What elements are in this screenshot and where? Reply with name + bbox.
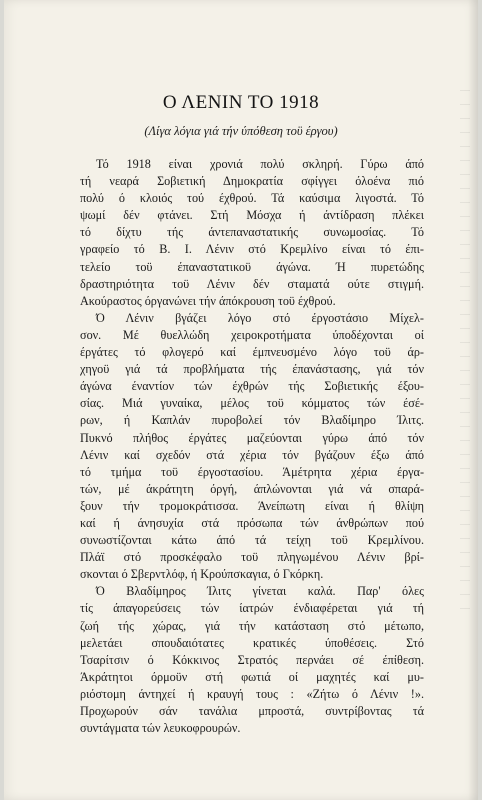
text-line: Ό Λένιν βγάζει λόγο στό έργοστάσιο Μίχελ- — [96, 310, 424, 325]
text-line: σίας. Μιά γυναίκα, μέλος τοϋ κόμματος τών έσέ- — [80, 396, 424, 411]
text-line: μελετάει σπουδαιότατες κρατικές ύποθέσεις. Στό — [80, 635, 424, 650]
text-line: Λένιν καί σχεδόν στά χέρια τόν βγάζουν έξω άπό — [80, 447, 424, 462]
text-line: ριόστομη άντηχεί ή κραυγή τους : «Ζήτω ό Λένιν !». — [80, 686, 424, 701]
text-line: έργάτες τό φλογερό καί έμπνευσμένο λόγο τοϋ άρ- — [80, 345, 424, 360]
text-line: τό δίχτυ τής άντεπαναστατικής συνωμοσίας. Τό — [80, 225, 424, 240]
text-line: Τό 1918 είναι χρονιά πολύ σκληρή. Γύρω άπό — [96, 157, 424, 171]
text-line: άγώνα έναντίον τών έχθρών τής Σοβιετικής έξου- — [80, 379, 424, 394]
text-line: ρων, ή Καπλάν πυροβολεί τόν Βλαδίμηρο Ίλιτς. — [80, 413, 424, 428]
text-line: Άκράτητοι όρμοϋν στή φωτιά οί μαχητές καί μυ- — [80, 669, 424, 684]
show-through-text — [460, 90, 470, 610]
text-line: δραστηριότητα τοϋ Λένιν δέν σταματά ούτε στιγμή. — [80, 276, 424, 291]
page-subtitle: (Λίγα λόγια γιά τήν ύπόθεση τοϋ έργου) — [144, 124, 338, 138]
text-line: Πλάϊ στό προσκέφαλο τοϋ πληγωμένου Λένιν βρί- — [80, 550, 424, 565]
text-line: σον. Μέ θυελλώδη χειροκροτήματα ύποδέχονται οί — [80, 327, 424, 342]
text-line: Τσαρίτσιν ό Κόκκινος Στρατός περνάει σέ έπίθεση. — [80, 652, 424, 667]
text-line: τελείο τοϋ έπαναστατικοϋ άγώνα. Ή πυρετώδης — [80, 259, 424, 274]
text-line: τή νεαρά Σοβιετική Δημοκρατία σφίγγει όλοένα πιό — [80, 174, 424, 189]
text-line: Ό Βλαδίμηρος Ίλιτς γίνεται καλά. Παρ' όλες — [96, 584, 424, 599]
page-title: Ο ΛΕΝΙΝ ΤΟ 1918 — [162, 92, 320, 113]
text-line: Ακούραστος όργανώνει τήν άπόκρουση τοϋ έχθρού. — [80, 293, 336, 308]
text-line: ψωμί δέν φτάνει. Στή Μόσχα ή άντίδραση πλέκει — [80, 208, 424, 223]
text-line: Προχωρούν σάν τανάλια μπροστά, συντρίβοντας τά — [80, 704, 424, 718]
document-page — [4, 0, 478, 800]
body-text — [80, 156, 424, 737]
text-line: χηγοϋ γιά τά προβλήματα τής έπανάστασης, γιά τόν — [80, 362, 424, 377]
text-line: συνωστίζονται κάτω άπό τά τείχη τοϋ Κρεμλίνου. — [80, 533, 424, 548]
text-line: τών, μέ άκράτητη όργή, άπλώνονται γιά νά σπαρά- — [80, 481, 424, 496]
text-line: Πυκνό πλήθος έργάτες μαζεύονται γύρω άπό τόν — [80, 430, 424, 445]
text-line: γραφείο τό Β. Ι. Λένιν στό Κρεμλίνο είναι τό έπι- — [80, 242, 424, 257]
text-line: τίς άπαγορεύσεις τών ίατρών ένδιαφέρεται γιά τή — [80, 601, 424, 616]
text-line: συντάγματα τών λευκοφρουρών. — [80, 721, 241, 736]
text-line: ζωή τής χώρας, γιά τήν κατάσταση στό μέτωπο, — [80, 618, 424, 633]
text-line: τό τμήμα τοϋ έργοστασίου. Άμέτρητα χέρια έργα- — [80, 464, 424, 479]
text-line: σκονται ό Σβερντλόφ, ή Κρούπσκαγια, ό Γκόρκη. — [80, 567, 324, 582]
text-line: καί ή άνησυχία στά πρόσωπα τών άνθρώπων πού — [80, 515, 424, 530]
text-line: ξουν τήν τρομοκράτισσα. Άνείπωτη είναι ή θλίψη — [80, 498, 424, 513]
text-line: πολύ ό κλοιός τού έχθρού. Τά καύσιμα λιγοστά. Τό — [80, 191, 424, 206]
